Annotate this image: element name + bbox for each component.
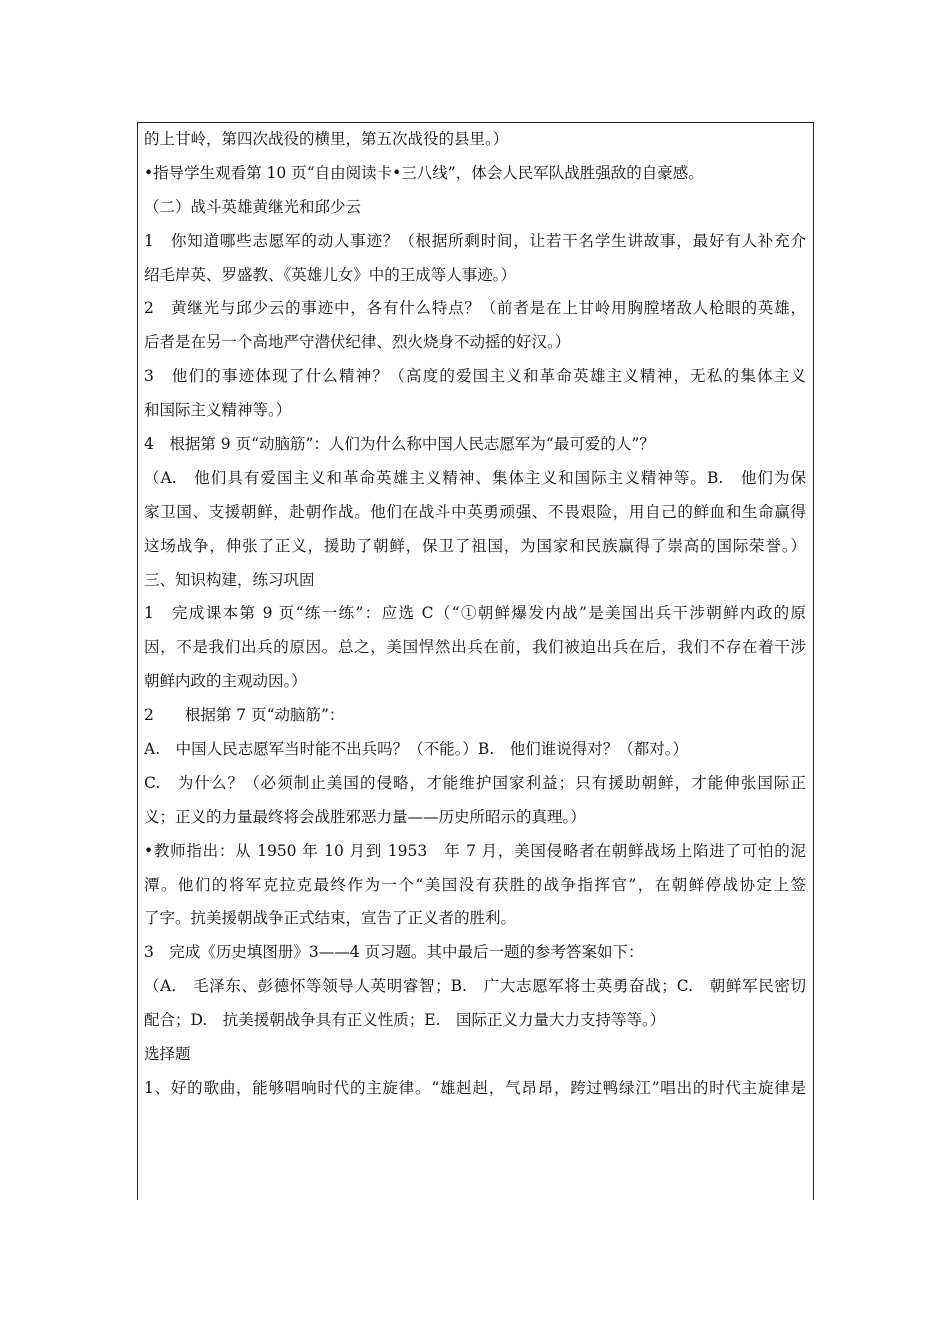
text-line: 1 你知道哪些志愿军的动人事迹？（根据所剩时间，让若干名学生讲故事，最好有人补充介 <box>144 231 806 250</box>
text-line: •教师指出：从 1950 年 10 月到 1953 年 7 月，美国侵略者在朝鲜战场上陷进了可怕的泥 <box>144 841 806 860</box>
text-line: 4 根据第 9 页“动脑筋”：人们为什么称中国人民志愿军为“最可爱的人”？ <box>144 435 655 454</box>
text-line: 2 黄继光与邱少云的事迹中，各有什么特点？（前者是在上甘岭用胸膛堵敌人枪眼的英雄， <box>144 299 806 318</box>
text-line: 1 完成课本第 9 页“练一练”：应选 C（“①朝鲜爆发内战”是美国出兵干涉朝鲜内政的原 <box>144 604 806 623</box>
section-heading: 三、知识构建，练习巩固 <box>144 570 315 589</box>
text-line: 因，不是我们出兵的原因。总之，美国悍然出兵在前，我们被迫出兵在后，我们不存在着干涉 <box>144 638 806 657</box>
section-heading: （二）战斗英雄黄继光和邱少云 <box>144 197 362 216</box>
text-line: 和国际主义精神等。） <box>144 401 292 420</box>
text-line: A. 中国人民志愿军当时能不出兵吗？（不能。）B. 他们谁说得对？（都对。） <box>144 740 688 759</box>
text-line: 后者是在另一个高地严守潜伏纪律、烈火烧身不动摇的好汉。） <box>144 333 571 352</box>
text-line: 潭。他们的将军克拉克最终作为一个“美国没有获胜的战争指挥官”，在朝鲜停战协定上签 <box>144 875 806 894</box>
text-line: 绍毛岸英、罗盛教、《英雄儿女》中的王成等人事迹。） <box>144 265 517 284</box>
section-heading: 选择题 <box>144 1045 191 1064</box>
text-line: 义；正义的力量最终将会战胜邪恶力量——历史所昭示的真理。） <box>144 807 586 826</box>
text-line: 配合；D. 抗美援朝战争具有正义性质；E. 国际正义力量大力支持等等。） <box>144 1011 666 1030</box>
lesson-table-cell <box>137 122 814 1200</box>
text-line: （A. 毛泽东、彭德怀等领导人英明睿智；B. 广大志愿军将士英勇奋战；C. 朝鲜军民密切 <box>144 977 806 996</box>
text-line: 3 他们的事迹体现了什么精神？（高度的爱国主义和革命英雄主义精神，无私的集体主义 <box>144 367 806 386</box>
text-line: 1、好的歌曲，能够唱响时代的主旋律。“雄赳赳，气昂昂，跨过鸭绿江”唱出的时代主旋律是 <box>144 1078 806 1097</box>
text-line: 朝鲜内政的主观动因。） <box>144 672 307 691</box>
text-line: •指导学生观看第 10 页“自由阅读卡•三八线”，体会人民军队战胜强敌的自豪感。 <box>144 163 704 182</box>
text-line: 2 根据第 7 页“动脑筋”： <box>144 706 345 725</box>
text-line: C. 为什么？（必须制止美国的侵略，才能维护国家利益；只有援助朝鲜，才能伸张国际正 <box>144 773 806 792</box>
text-line: （A. 他们具有爱国主义和革命英雄主义精神、集体主义和国际主义精神等。B. 他们为保 <box>144 468 806 487</box>
text-line: 家卫国、支援朝鲜，赴朝作战。他们在战斗中英勇顽强、不畏艰险，用自己的鲜血和生命赢得 <box>144 502 806 521</box>
text-line: 3 完成《历史填图册》3——4 页习题。其中最后一题的参考答案如下： <box>144 943 644 962</box>
text-line: 这场战争，伸张了正义，援助了朝鲜，保卫了祖国，为国家和民族赢得了崇高的国际荣誉。） <box>144 536 806 555</box>
text-line: 的上甘岭，第四次战役的横里，第五次战役的县里。） <box>144 130 509 148</box>
text-line: 了字。抗美援朝战争正式结束，宣告了正义者的胜利。 <box>144 909 517 928</box>
